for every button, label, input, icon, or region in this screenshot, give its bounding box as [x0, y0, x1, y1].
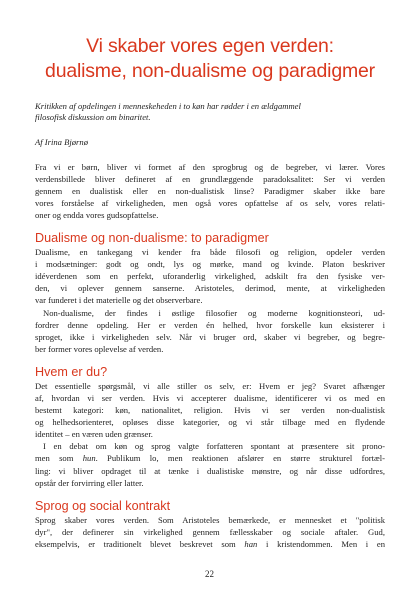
text-line: ber former vores oplevelse af verden.	[35, 343, 164, 354]
body-paragraph	[35, 514, 385, 550]
author-byline: Af Irina Bjørnø	[35, 136, 88, 147]
title-line: Vi skaber vores egen verden:	[86, 35, 334, 57]
text-line: i modsætninger: godt og ondt, lys og mørke, mand og kvinde. Platon beskriver	[35, 259, 385, 270]
text-line: Det essentielle spørgsmål, vi alle stiller os selv, er: Hvem er jeg? Svaret afhænger	[35, 380, 385, 391]
text-line: bestemt kategori: køn, nationalitet, religion. Hvis vi ser verden non-dualistisk	[35, 405, 385, 416]
text-line: men som hun. Publikum lo, men reaktionen afslører en større strukturel fortæl-	[35, 453, 385, 464]
text-line: sproget, ikke i virkeligheden selv. Når vi bruger ord, skaber vi begreber, og begre-	[35, 331, 385, 342]
lead-line: filosofisk diskussion om binaritet.	[35, 112, 151, 123]
text-line: idéverdenen som en perfekt, uforanderlig virkelighed, adskilt fra den fysiske ver-	[35, 271, 385, 282]
body-paragraph	[35, 246, 385, 306]
text-line: Dualisme, en tankegang vi kender fra både filosofi og religion, opdeler verden	[35, 247, 385, 258]
body-paragraph	[35, 307, 385, 355]
text-line: I en debat om køn og sprog valgte forfatteren spontant at præsentere sit prono-	[43, 441, 385, 452]
title-line: dualisme, non-dualisme og paradigmer	[45, 60, 375, 82]
body-paragraph	[35, 440, 385, 488]
text-line: og helhedsorienteret, opløses disse kategorier, og vi står tilbage med en flydende	[35, 417, 385, 428]
article	[35, 34, 385, 550]
text-line: oner og endda vores gudsopfattelse.	[35, 209, 159, 220]
section-heading: Sprog og social kontrakt	[35, 498, 171, 513]
body-paragraph	[35, 380, 385, 440]
text-line: den, vi oplever gennem sanserne. Aristoteles, derimod, mente, at virkeligheden	[35, 283, 385, 294]
text-line: var funderet i det materielle og det observerbare.	[35, 295, 203, 306]
text-line: opstår der forvirring eller latter.	[35, 477, 144, 488]
intro-paragraph	[35, 161, 385, 221]
text-line: verdensbillede bliver defineret af en grundlæggende paradoksalitet: Ser vi verden	[35, 173, 385, 184]
text-line: vores forståelse af virkeligheden, men også vores opfattelse af os selv, vores relati-	[35, 197, 385, 208]
section-heading: Hvem er du?	[35, 364, 108, 379]
text-line: ling: vi bliver opdraget til at tænke i dualistiske mønstre, og når disse udfordres,	[35, 465, 385, 476]
lead-line: Kritikken af opdelingen i menneskeheden i to køn har rødder i en ældgammel	[35, 101, 301, 111]
text-line: Non-dualisme, der findes i østlige filosofier og moderne kognitionsteori, ud-	[43, 307, 385, 318]
text-line: af, hvordan vi ser verden. Hvis vi accepterer dualisme, identificerer vi os med en	[35, 393, 385, 403]
text-line: gennem en dualistisk eller en non-dualistisk linse? Paradigmer skaber ikke bare	[35, 185, 385, 196]
lead-paragraph	[35, 101, 385, 124]
page-number: 22	[205, 569, 214, 579]
section-heading: Dualisme og non-dualisme: to paradigmer	[35, 231, 269, 246]
text-line: Sprog skaber vores verden. Som Aristoteles bemærkede, er mennesket et "politisk	[35, 514, 385, 525]
text-line: fordrer denne opdeling. Her er verden én helhed, hvor forskelle kun eksisterer i	[35, 319, 385, 330]
article-title	[35, 34, 385, 84]
text-line: Fra vi er børn, bliver vi formet af den sprogbrug og de begreber, vi lærer. Vores	[35, 161, 385, 172]
text-line: identitet – en væren uden grænser.	[35, 429, 153, 440]
text-line: dyr", der definerer sin virkelighed gennem fællesskaber og sociale aftaler. Gud,	[35, 526, 385, 537]
text-line: eksempelvis, er traditionelt blevet beskrevet som han i kristendommen. Men i en	[35, 538, 385, 549]
